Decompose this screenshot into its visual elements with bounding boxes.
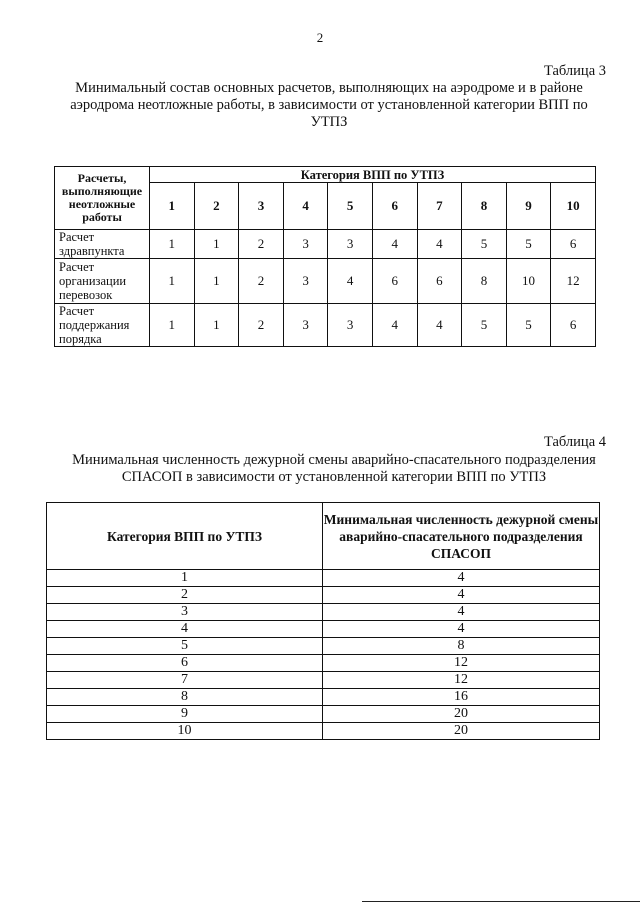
table4-caption: Минимальная численность дежурной смены аварийно-спасательного подразделения СПАСОП в зависимости от установленной категории ВПП по УТПЗ [72, 452, 596, 485]
table3-cell: 10 [506, 259, 551, 304]
table3-cell: 6 [417, 259, 462, 304]
table-row [47, 621, 600, 638]
table3-cell: 6 [372, 259, 417, 304]
table4-count-cell: 4 [323, 587, 600, 604]
table4-category-cell: 4 [47, 621, 323, 638]
table3-category-cell: 6 [372, 183, 417, 230]
table4-category-cell: 7 [47, 672, 323, 689]
table4-category-cell: 6 [47, 655, 323, 672]
table3-cell: 1 [150, 259, 195, 304]
table3-label: Таблица 3 [543, 63, 606, 79]
table4-count-cell: 4 [323, 570, 600, 587]
table3-category-cell: 4 [283, 183, 328, 230]
table3-cell: 4 [372, 304, 417, 347]
table-row [55, 259, 596, 304]
table3-category-cell: 7 [417, 183, 462, 230]
table3-caption: Минимальный состав основных расчетов, выполняющих на аэродроме и в районе аэродрома неотложные работы, в зависимости от установленной категории ВПП по УТПЗ [70, 80, 588, 130]
table4-count-cell: 16 [323, 689, 600, 706]
table4-col2-header: Минимальная численность дежурной смены аварийно-спасательного подразделения СПАСОП [323, 503, 600, 570]
table-row [47, 672, 600, 689]
table-row [47, 604, 600, 621]
table3-category-cell: 2 [194, 183, 239, 230]
table3-cell: 3 [283, 259, 328, 304]
table3-cell: 5 [462, 230, 507, 259]
table-row [47, 723, 600, 740]
page-bottom-rule [362, 901, 640, 902]
table-row [47, 655, 600, 672]
table3-category-cell: 1 [150, 183, 195, 230]
table3-cell: 4 [417, 230, 462, 259]
table3-cell: 12 [551, 259, 596, 304]
table4 [46, 502, 600, 740]
table3-cell: 4 [417, 304, 462, 347]
table3-cell: 3 [328, 304, 373, 347]
table4-count-cell: 12 [323, 672, 600, 689]
table3-cell: 8 [462, 259, 507, 304]
page-number: 2 [316, 30, 324, 45]
table4-count-cell: 4 [323, 621, 600, 638]
table4-count-cell: 12 [323, 655, 600, 672]
table3-cell: 2 [239, 304, 284, 347]
table-row [47, 706, 600, 723]
table3-category-cell: 5 [328, 183, 373, 230]
table3-cell: 5 [506, 304, 551, 347]
table3-cell: 1 [194, 230, 239, 259]
table3-cell: 1 [194, 304, 239, 347]
table-row [47, 638, 600, 655]
table4-count-cell: 20 [323, 723, 600, 740]
table3-cell: 3 [328, 230, 373, 259]
table3-category-header: Категория ВПП по УТПЗ [150, 167, 596, 183]
table4-category-cell: 1 [47, 570, 323, 587]
table-row [55, 304, 596, 347]
table3-cell: 1 [194, 259, 239, 304]
table3-cell: 6 [551, 230, 596, 259]
table3-cell: 4 [328, 259, 373, 304]
table3-cell: 6 [551, 304, 596, 347]
table3 [54, 166, 596, 347]
table3-category-cell: 3 [239, 183, 284, 230]
table4-category-cell: 8 [47, 689, 323, 706]
table4-category-cell: 5 [47, 638, 323, 655]
table4-label: Таблица 4 [543, 434, 606, 450]
table-row [47, 689, 600, 706]
table-row [55, 230, 596, 259]
table4-category-cell: 3 [47, 604, 323, 621]
table3-cell: 5 [462, 304, 507, 347]
table4-count-cell: 20 [323, 706, 600, 723]
table3-row-header: Расчеты, выполняющие неотложные работы [55, 167, 150, 230]
table3-row-name: Расчет поддержания порядка [55, 304, 150, 347]
table4-count-cell: 8 [323, 638, 600, 655]
table3-row-name: Расчет здравпункта [55, 230, 150, 259]
table4-category-cell: 9 [47, 706, 323, 723]
table3-cell: 3 [283, 230, 328, 259]
table-row [47, 570, 600, 587]
table4-count-cell: 4 [323, 604, 600, 621]
table4-category-cell: 10 [47, 723, 323, 740]
table3-cell: 5 [506, 230, 551, 259]
table3-cell: 2 [239, 259, 284, 304]
table3-category-cell: 10 [551, 183, 596, 230]
table3-row-name: Расчет организации перевозок [55, 259, 150, 304]
table4-category-cell: 2 [47, 587, 323, 604]
table3-category-cell: 8 [462, 183, 507, 230]
table3-cell: 2 [239, 230, 284, 259]
table3-category-cell: 9 [506, 183, 551, 230]
table3-cell: 1 [150, 230, 195, 259]
table3-cell: 1 [150, 304, 195, 347]
table3-cell: 3 [283, 304, 328, 347]
table-row [47, 587, 600, 604]
table3-cell: 4 [372, 230, 417, 259]
table4-col1-header: Категория ВПП по УТПЗ [47, 503, 323, 570]
